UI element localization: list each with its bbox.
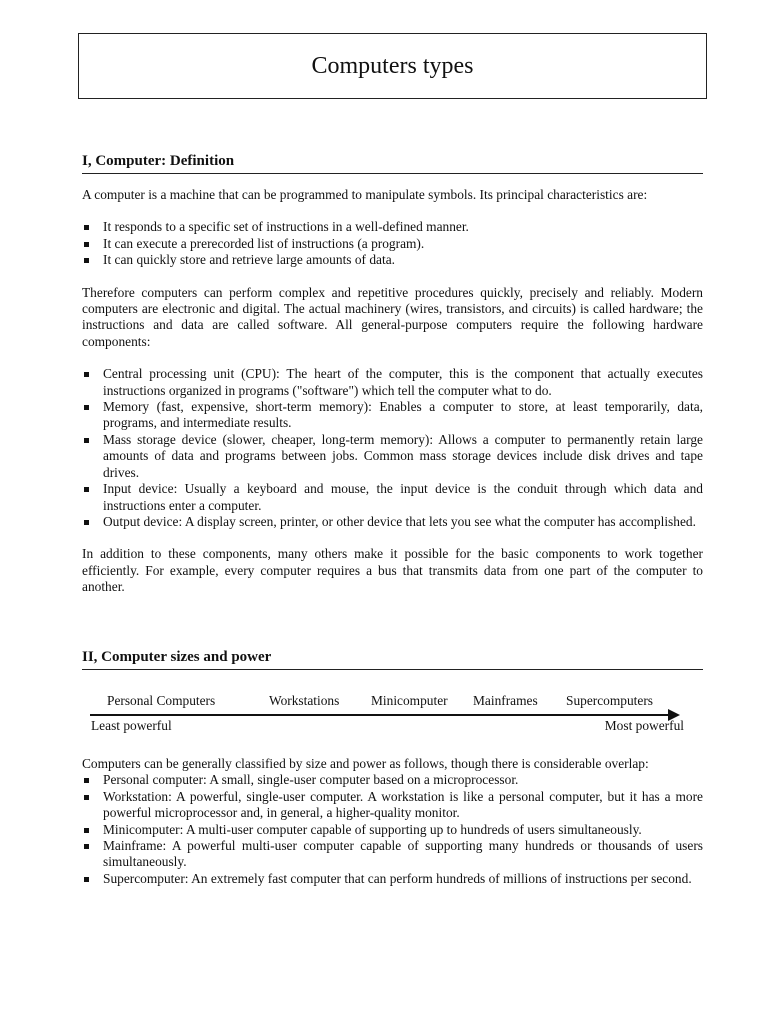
section-sizes-body: [82, 756, 703, 887]
scale-label-personal: Personal Computers: [107, 693, 216, 708]
list-item: Supercomputer: An extremely fast computer that can perform hundreds of millions of instructions per second.: [82, 871, 703, 887]
list-item: Central processing unit (CPU): The heart of the computer, this is the component that actually executes instructions organized in programs ("software") which tell the computer what to do.: [82, 366, 703, 399]
scale-high-label: Most powerful: [604, 718, 684, 733]
definition-intro: A computer is a machine that can be programmed to manipulate symbols. Its principal characteristics are:: [82, 187, 648, 202]
list-item: It can execute a prerecorded list of instructions (a program).: [82, 236, 703, 252]
scale-label-mainframes: Mainframes: [473, 693, 538, 708]
sizes-intro: Computers can be generally classified by size and power as follows, though there is considerable overlap:: [82, 756, 649, 771]
list-item: It responds to a specific set of instructions in a well-defined manner.: [82, 219, 703, 235]
section-heading-sizes: II, Computer sizes and power: [82, 648, 703, 670]
list-item: Memory (fast, expensive, short-term memory): Enables a computer to store, at least temporarily, data, programs, and intermediate results.: [82, 399, 703, 432]
section-heading-definition: I, Computer: Definition: [82, 152, 703, 174]
hardware-paragraph: Therefore computers can perform complex and repetitive procedures quickly, precisely and reliably. Modern computers are electronic and digital. The actual machinery (wires, transistors, and circuits) is called hardware; the instructions and data are called software. All general-purpose computers require the following hardware components:: [82, 284, 703, 349]
scale-label-supercomputers: Supercomputers: [566, 693, 654, 708]
section-sizes-heading: [82, 648, 703, 670]
scale-label-workstations: Workstations: [269, 693, 340, 708]
list-item: Workstation: A powerful, single-user computer. A workstation is like a personal computer, but it has a more powerful microprocessor and, in general, a higher-quality monitor.: [82, 789, 703, 822]
components-list: [82, 366, 703, 530]
scale-low-label: Least powerful: [91, 718, 172, 733]
list-item: Mainframe: A powerful multi-user computer capable of supporting many hundreds or thousands of users simultaneously.: [82, 838, 703, 871]
list-item: Personal computer: A small, single-user computer based on a microprocessor.: [82, 772, 703, 788]
scale-arrow-line: [90, 714, 670, 716]
list-item: Output device: A display screen, printer, or other device that lets you see what the computer has accomplished.: [82, 514, 703, 530]
section-definition: [82, 152, 703, 596]
power-scale: [82, 692, 684, 740]
characteristics-list: [82, 219, 703, 268]
list-item: Minicomputer: A multi-user computer capable of supporting up to hundreds of users simultaneously.: [82, 822, 703, 838]
bus-paragraph: In addition to these components, many others make it possible for the basic components to work together efficiently. For example, every computer requires a bus that transmits data from one part of the computer to another.: [82, 546, 703, 595]
list-item: Input device: Usually a keyboard and mouse, the input device is the conduit through which data and instructions enter a computer.: [82, 481, 703, 514]
document-title: Computers types: [78, 33, 707, 99]
list-item: It can quickly store and retrieve large amounts of data.: [82, 252, 703, 268]
scale-label-minicomputer: Minicomputer: [371, 693, 448, 708]
types-list: [82, 772, 703, 887]
list-item: Mass storage device (slower, cheaper, long-term memory): Allows a computer to permanently retain large amounts of data and programs between jobs. Common mass storage devices include disk drives and tape drives.: [82, 432, 703, 481]
